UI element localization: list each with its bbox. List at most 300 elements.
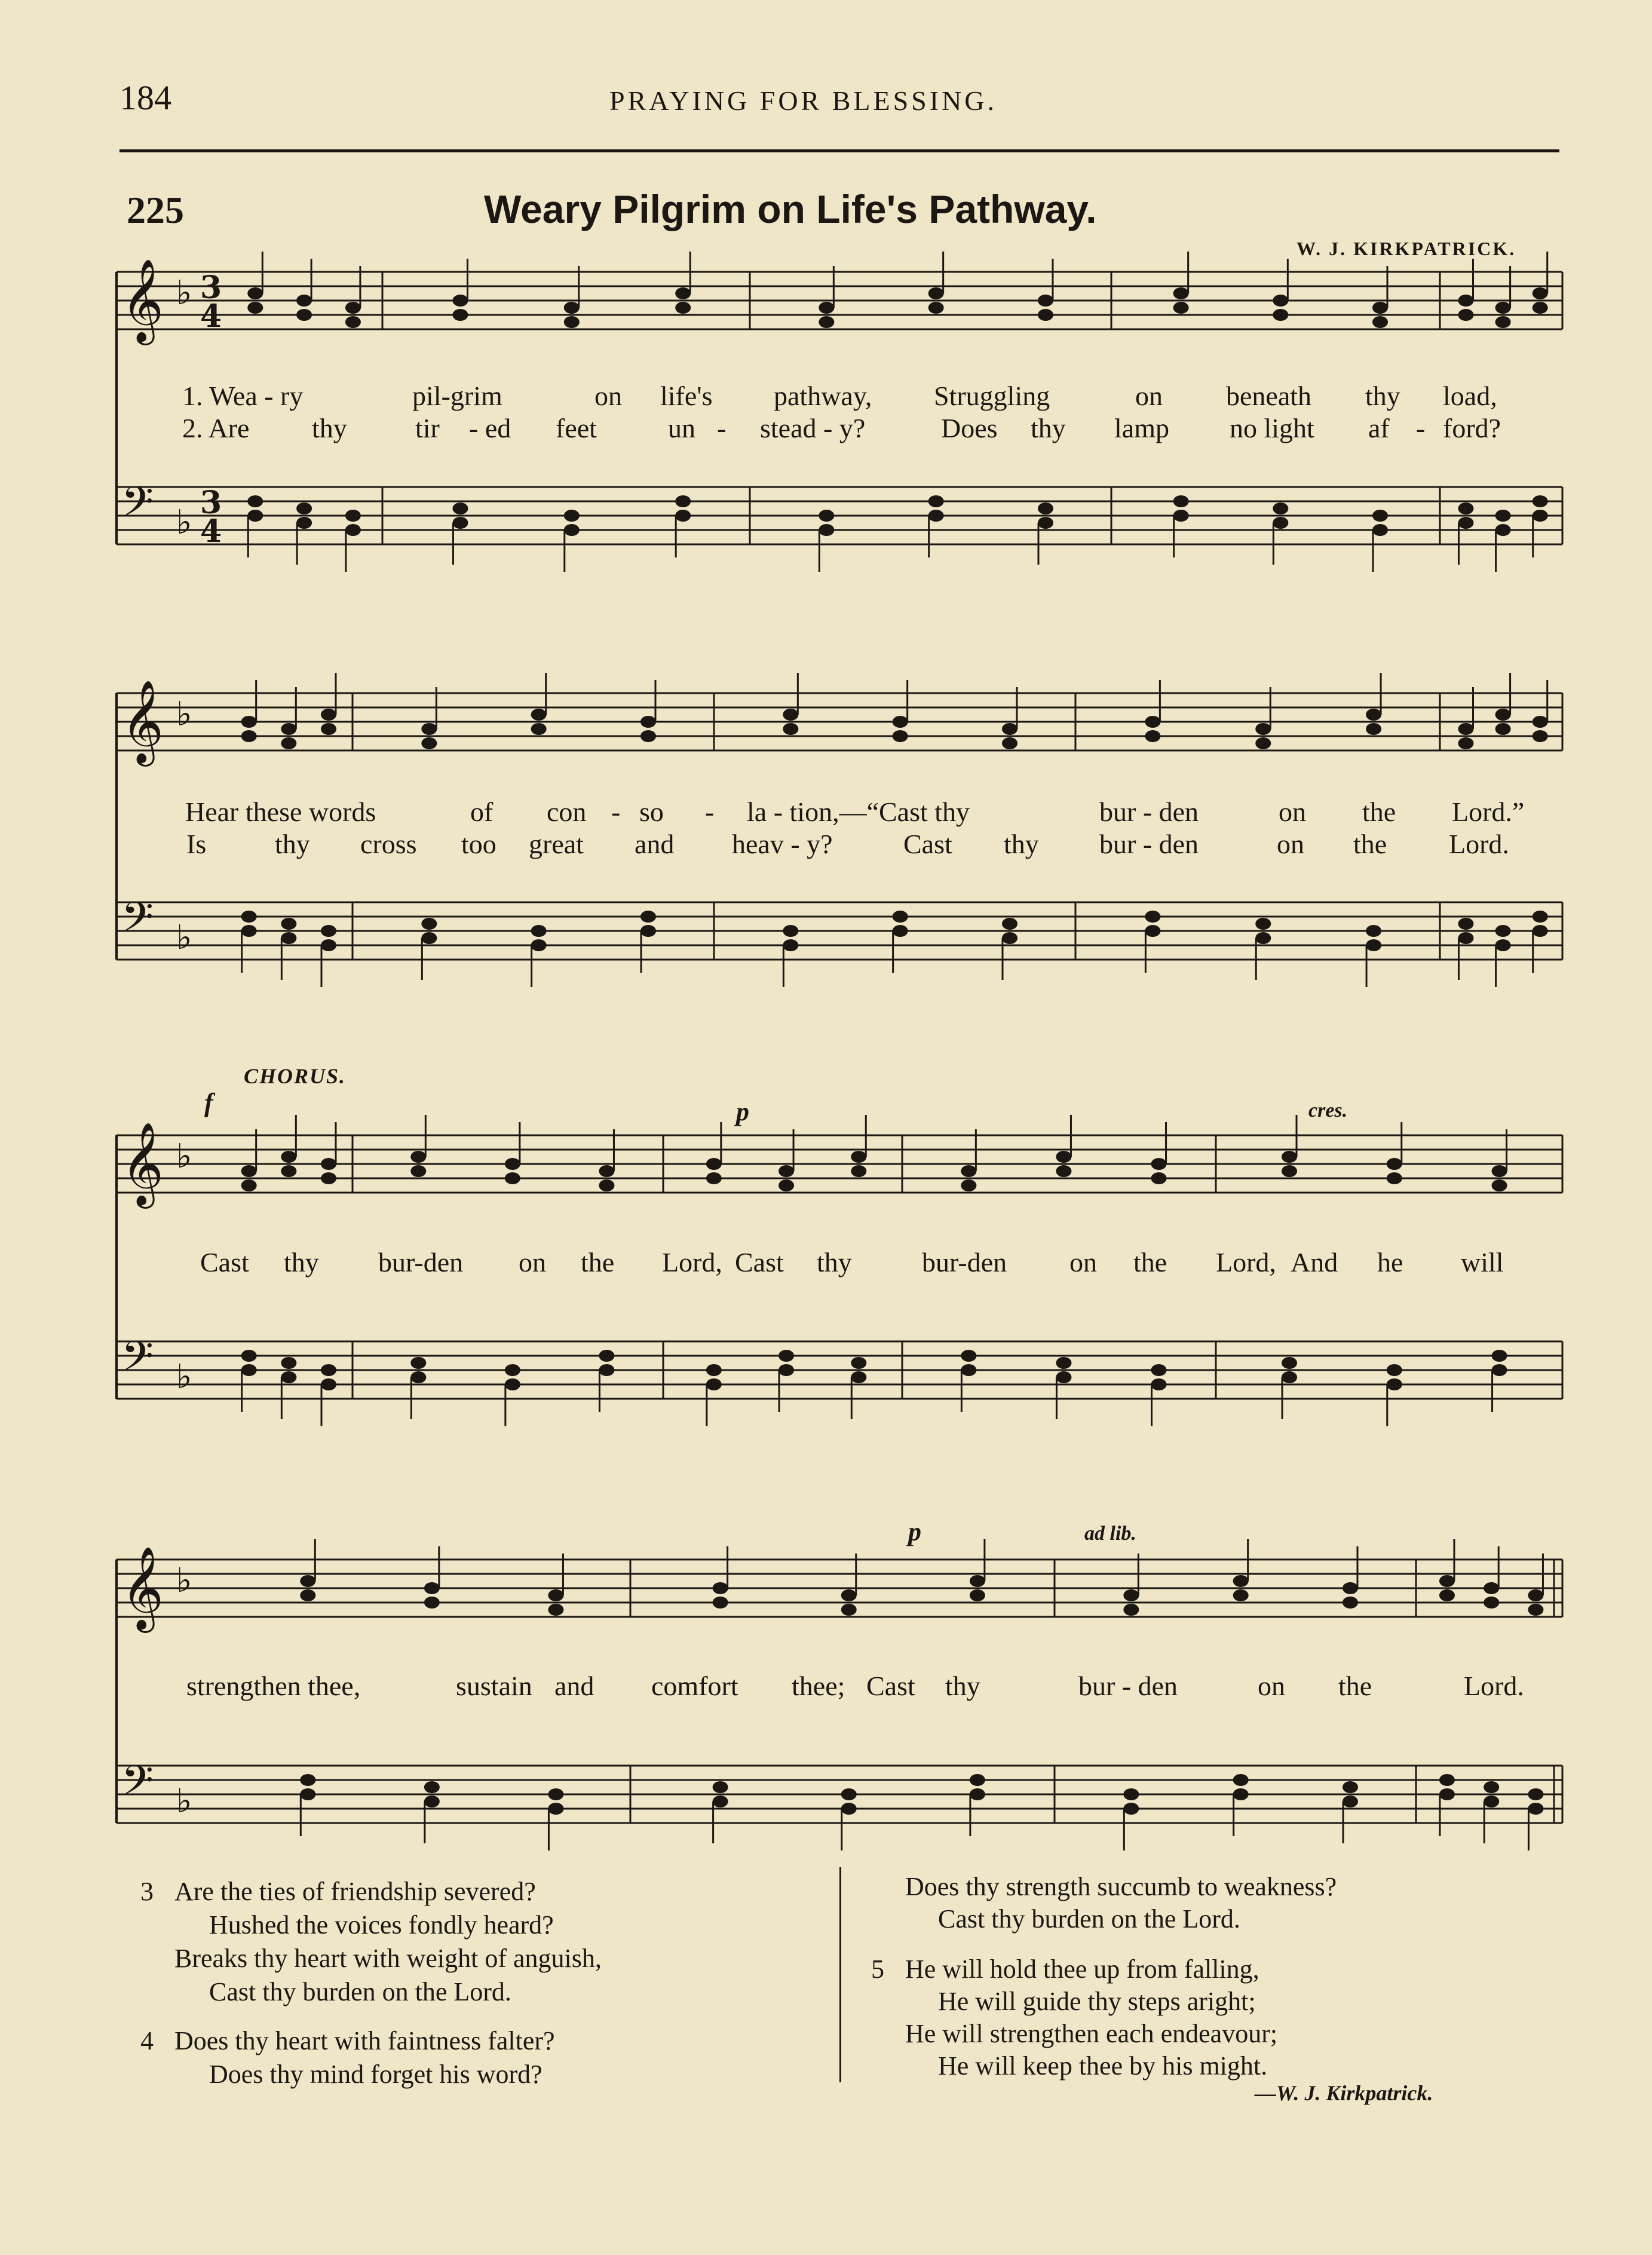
notehead: [675, 302, 691, 314]
notehead: [247, 302, 263, 314]
notehead: [247, 510, 263, 522]
bass-clef-icon: 𝄢: [121, 893, 154, 951]
notehead: [1233, 1589, 1249, 1601]
chorus-label: CHORUS.: [244, 1064, 347, 1088]
notehead: [1343, 1582, 1358, 1594]
notehead: [241, 716, 257, 728]
notehead: [970, 1774, 985, 1786]
notehead: [1233, 1788, 1249, 1800]
lyric-syllable: the: [1353, 829, 1387, 859]
flat-key-signature-icon: ♭: [176, 274, 192, 312]
notehead: [1533, 302, 1548, 314]
notehead: [1145, 716, 1160, 728]
additional-verses: [0, 1864, 1652, 2115]
notehead: [783, 925, 798, 937]
notehead: [1458, 932, 1473, 944]
notehead: [531, 709, 547, 721]
notehead: [706, 1364, 722, 1376]
lyric-syllable: on: [1279, 796, 1306, 827]
lyric-syllable: pil-grim: [412, 381, 502, 411]
lyricist-credit: —W. J. Kirkpatrick.: [1255, 2081, 1433, 2105]
notehead: [706, 1158, 722, 1170]
notehead: [321, 925, 336, 937]
lyric-syllable: thee;: [792, 1671, 845, 1701]
notehead: [640, 730, 656, 742]
notehead: [1458, 918, 1473, 930]
notehead: [928, 495, 944, 507]
notehead: [1255, 723, 1271, 735]
time-signature-denominator: 4: [200, 513, 222, 550]
notehead: [1372, 316, 1388, 328]
lyric-syllable: un: [668, 413, 695, 443]
notehead: [1002, 918, 1017, 930]
notehead: [1439, 1788, 1455, 1800]
notehead: [345, 510, 361, 522]
notehead: [1458, 295, 1473, 307]
flat-key-signature-icon: ♭: [176, 503, 192, 542]
notehead: [1255, 737, 1271, 749]
notehead: [1173, 495, 1189, 507]
notehead: [452, 309, 468, 321]
notehead: [531, 939, 547, 951]
flat-key-signature-icon: ♭: [176, 695, 192, 734]
notehead: [928, 510, 944, 522]
notehead: [1439, 1575, 1455, 1587]
section-title: PRAYING FOR BLESSING.: [609, 85, 998, 116]
notehead: [281, 918, 296, 930]
page-number: 184: [119, 78, 171, 117]
notehead: [1273, 517, 1288, 529]
notehead: [410, 1357, 426, 1369]
notehead: [1002, 723, 1017, 735]
notehead: [1366, 723, 1381, 735]
notehead: [1343, 1781, 1358, 1793]
hymn-title: Weary Pilgrim on Life's Pathway.: [484, 187, 1097, 231]
notehead: [281, 1357, 296, 1369]
notehead: [1372, 510, 1388, 522]
notehead: [505, 1378, 520, 1390]
notehead: [1492, 1179, 1507, 1191]
lyric-syllable: on: [519, 1247, 546, 1277]
notehead: [961, 1364, 976, 1376]
flat-key-signature-icon: ♭: [176, 1358, 192, 1396]
lyric-syllable: feet: [556, 413, 597, 443]
lyric-syllable: bur - den: [1099, 829, 1199, 859]
lyric-syllable: thy: [817, 1247, 852, 1277]
notehead: [713, 1781, 728, 1793]
lyric-syllable: on: [594, 381, 622, 411]
notehead: [1533, 495, 1548, 507]
lyric-syllable: he: [1377, 1247, 1403, 1277]
lyric-syllable: on: [1069, 1247, 1097, 1277]
lyric-syllable: Lord.: [1449, 829, 1509, 859]
lyric-syllable: tir: [415, 413, 440, 443]
notehead: [410, 1165, 426, 1177]
lyric-syllable: on: [1258, 1671, 1285, 1701]
verse-line: Hushed the voices fondly heard?: [209, 1910, 554, 1940]
notehead: [1458, 723, 1473, 735]
system1-verse1-lyrics: [119, 380, 1565, 416]
notehead: [599, 1350, 614, 1362]
notehead: [893, 925, 908, 937]
lyric-syllable: -: [717, 413, 727, 443]
lyric-syllable: and: [554, 1671, 594, 1701]
notehead: [1458, 503, 1473, 514]
lyric-syllable: 1. Wea - ry: [182, 381, 304, 411]
lyric-syllable: con: [547, 796, 587, 827]
notehead: [713, 1597, 728, 1608]
time-signature-denominator: 4: [200, 298, 222, 335]
notehead: [1255, 918, 1271, 930]
notehead: [321, 1158, 336, 1170]
lyric-syllable: bur - den: [1078, 1671, 1178, 1701]
lyric-syllable: -: [611, 796, 621, 827]
notehead: [1492, 1350, 1507, 1362]
notehead: [1533, 730, 1548, 742]
system1-verse2-lyrics: [119, 412, 1565, 448]
notehead: [1372, 524, 1388, 536]
notehead: [548, 1803, 563, 1815]
notehead: [851, 1371, 866, 1383]
notehead: [1495, 925, 1511, 937]
lyric-syllable: thy: [284, 1247, 319, 1277]
flat-key-signature-icon: ♭: [176, 1782, 192, 1821]
treble-clef-icon: 𝄞: [121, 1122, 164, 1205]
notehead: [452, 517, 468, 529]
notehead: [1038, 503, 1053, 514]
flat-key-signature-icon: ♭: [176, 918, 192, 957]
notehead: [1484, 1597, 1499, 1608]
notehead: [783, 723, 798, 735]
lyric-syllable: And: [1291, 1247, 1338, 1277]
lyric-syllable: Cast: [903, 829, 952, 859]
score-layer: [117, 252, 1562, 1850]
lyric-syllable: Lord.: [1464, 1671, 1524, 1701]
notehead: [1056, 1371, 1071, 1383]
notehead: [564, 302, 580, 314]
notehead: [321, 723, 336, 735]
notehead: [424, 1597, 440, 1608]
notehead: [779, 1350, 794, 1362]
notehead: [281, 737, 296, 749]
notehead: [841, 1803, 857, 1815]
notehead: [1439, 1774, 1455, 1786]
lyric-syllable: Cast: [735, 1247, 784, 1277]
verse-line: Are the ties of friendship severed?: [174, 1877, 536, 1906]
lyric-syllable: bur - den: [1099, 796, 1199, 827]
notehead: [706, 1378, 722, 1390]
notehead: [1173, 302, 1189, 314]
notehead: [1282, 1151, 1297, 1163]
notehead: [1366, 925, 1381, 937]
notehead: [1372, 302, 1388, 314]
lyric-syllable: great: [529, 829, 584, 859]
notehead: [779, 1165, 794, 1177]
notehead: [675, 287, 691, 299]
lyric-syllable: no light: [1230, 413, 1314, 443]
notehead: [1495, 510, 1511, 522]
notehead: [1343, 1597, 1358, 1608]
notehead: [706, 1172, 722, 1184]
notehead: [241, 730, 257, 742]
notehead: [1495, 302, 1511, 314]
notehead: [424, 1781, 440, 1793]
time-signature-numerator: 3: [200, 269, 222, 306]
lyric-syllable: bur-den: [378, 1247, 464, 1277]
notehead: [970, 1589, 985, 1601]
lyric-syllable: Lord,: [1216, 1247, 1276, 1277]
notehead: [247, 287, 263, 299]
lyric-syllable: heav - y?: [732, 829, 833, 859]
notehead: [841, 1589, 857, 1601]
notehead: [819, 510, 834, 522]
lyric-syllable: life's: [660, 381, 713, 411]
notehead: [241, 1364, 257, 1376]
lyric-syllable: pathway,: [774, 381, 872, 411]
lyric-syllable: ford?: [1443, 413, 1501, 443]
notehead: [281, 1165, 296, 1177]
verse-line: He will keep thee by his might.: [938, 2051, 1268, 2081]
notehead: [421, 918, 437, 930]
lyric-syllable: on: [1277, 829, 1304, 859]
notehead: [300, 1575, 315, 1587]
lyric-syllable: stead - y?: [760, 413, 866, 443]
lyric-syllable: bur-den: [922, 1247, 1007, 1277]
notehead: [421, 932, 437, 944]
notehead: [321, 939, 336, 951]
notehead: [1528, 1788, 1543, 1800]
lyric-syllable: the: [1133, 1247, 1167, 1277]
lyric-syllable: thy: [312, 413, 347, 443]
notehead: [1038, 295, 1053, 307]
notehead: [841, 1604, 857, 1616]
verse-line: He will strengthen each endeavour;: [905, 2019, 1278, 2048]
lyric-syllable: - ed: [469, 413, 511, 443]
notehead: [241, 1350, 257, 1362]
lyric-syllable: Does: [941, 413, 998, 443]
notehead: [713, 1582, 728, 1594]
lyric-syllable: Lord.”: [1452, 796, 1525, 827]
notehead: [1458, 737, 1473, 749]
notehead: [961, 1165, 976, 1177]
notehead: [421, 737, 437, 749]
notehead: [247, 495, 263, 507]
lyric-syllable: thy: [945, 1671, 980, 1701]
notehead: [893, 730, 908, 742]
notehead: [1123, 1803, 1139, 1815]
notehead: [1484, 1796, 1499, 1807]
notehead: [1458, 517, 1473, 529]
notehead: [893, 716, 908, 728]
lyric-syllable: thy: [275, 829, 310, 859]
notehead: [1492, 1165, 1507, 1177]
lyric-syllable: la - tion,—“Cast thy: [747, 796, 970, 827]
chorus-lyrics-line2: [119, 1670, 1565, 1706]
notehead: [505, 1364, 520, 1376]
notehead: [675, 510, 691, 522]
notehead: [1495, 316, 1511, 328]
notehead: [1002, 932, 1017, 944]
flat-key-signature-icon: ♭: [176, 1561, 192, 1600]
piano-marking-2: p: [908, 1517, 921, 1546]
notehead: [1533, 716, 1548, 728]
lyric-syllable: 2. Are: [182, 413, 250, 443]
verse-line: He will hold thee up from falling,: [905, 1954, 1259, 1984]
notehead: [970, 1788, 985, 1800]
lyric-syllable: -: [705, 796, 715, 827]
notehead: [548, 1788, 563, 1800]
lyric-syllable: Hear these words: [185, 796, 376, 827]
ad-lib-marking: ad lib.: [1084, 1522, 1136, 1545]
notehead: [1387, 1364, 1402, 1376]
notehead: [321, 709, 336, 721]
verse-line: Cast thy burden on the Lord.: [938, 1904, 1240, 1934]
notehead: [851, 1151, 866, 1163]
verse-number: 3: [140, 1877, 154, 1906]
notehead: [1173, 287, 1189, 299]
notehead: [1056, 1357, 1071, 1369]
notehead: [296, 503, 312, 514]
notehead: [1173, 510, 1189, 522]
notehead: [1366, 939, 1381, 951]
notehead: [564, 510, 580, 522]
verse-line: Does thy mind forget his word?: [209, 2060, 543, 2089]
hymn-number: 225: [127, 189, 184, 231]
notehead: [1533, 925, 1548, 937]
notehead: [1123, 1589, 1139, 1601]
notehead: [345, 302, 361, 314]
lyric-syllable: strengthen thee,: [186, 1671, 361, 1701]
system2-verse1-lyrics: [119, 796, 1565, 832]
notehead: [410, 1371, 426, 1383]
notehead: [783, 939, 798, 951]
notehead: [1145, 925, 1160, 937]
composer-credit: W. J. KIRKPATRICK.: [1297, 238, 1516, 259]
notehead: [281, 723, 296, 735]
notehead: [296, 309, 312, 321]
lyric-syllable: af: [1368, 413, 1390, 443]
notehead: [1282, 1357, 1297, 1369]
notehead: [819, 316, 834, 328]
notehead: [1458, 309, 1473, 321]
notehead: [505, 1172, 520, 1184]
lyric-syllable: thy: [1004, 829, 1039, 859]
notehead: [548, 1604, 563, 1616]
notehead: [928, 287, 944, 299]
lyric-syllable: Cast: [200, 1247, 249, 1277]
notehead: [1533, 911, 1548, 923]
notehead: [531, 925, 547, 937]
notehead: [1495, 939, 1511, 951]
notehead: [564, 524, 580, 536]
notehead: [599, 1165, 614, 1177]
notehead: [1002, 737, 1017, 749]
notehead: [300, 1774, 315, 1786]
notehead: [851, 1357, 866, 1369]
time-signature-numerator: 3: [200, 485, 222, 521]
notehead: [1528, 1803, 1543, 1815]
notehead: [1439, 1589, 1455, 1601]
notehead: [1145, 911, 1160, 923]
lyric-syllable: thy: [1031, 413, 1066, 443]
notehead: [452, 503, 468, 514]
notehead: [1273, 503, 1288, 514]
notehead: [296, 295, 312, 307]
notehead: [531, 723, 547, 735]
notehead: [819, 524, 834, 536]
notehead: [1038, 309, 1053, 321]
notehead: [779, 1364, 794, 1376]
system2-verse2-lyrics: [119, 828, 1565, 864]
notehead: [1495, 524, 1511, 536]
notehead: [1151, 1158, 1167, 1170]
notehead: [1387, 1158, 1402, 1170]
lyric-syllable: cross: [360, 829, 417, 859]
lyric-syllable: so: [639, 796, 664, 827]
notehead: [410, 1151, 426, 1163]
treble-clef-icon: 𝄞: [121, 259, 164, 342]
notehead: [1233, 1575, 1249, 1587]
notehead: [1151, 1172, 1167, 1184]
piano-marking: p: [736, 1097, 749, 1126]
lyric-syllable: -: [1416, 413, 1426, 443]
notehead: [1273, 309, 1288, 321]
lyric-syllable: and: [635, 829, 675, 859]
lyric-syllable: on: [1135, 381, 1163, 411]
notehead: [296, 517, 312, 529]
lyric-syllable: thy: [1365, 381, 1400, 411]
notehead: [961, 1350, 976, 1362]
verse-line: Does thy heart with faintness falter?: [174, 2026, 555, 2055]
bass-clef-icon: 𝄢: [121, 1332, 154, 1390]
verse-line: Cast thy burden on the Lord.: [209, 1977, 511, 2006]
lyric-syllable: will: [1461, 1247, 1504, 1277]
notehead: [1123, 1788, 1139, 1800]
notehead: [321, 1364, 336, 1376]
lyric-syllable: load,: [1443, 381, 1497, 411]
bass-clef-icon: 𝄢: [121, 1756, 154, 1815]
notehead: [893, 911, 908, 923]
notehead: [564, 316, 580, 328]
notehead: [1484, 1582, 1499, 1594]
lyric-syllable: the: [1362, 796, 1396, 827]
treble-clef-icon: 𝄞: [121, 680, 164, 763]
notehead: [599, 1179, 614, 1191]
notehead: [851, 1165, 866, 1177]
notehead: [1233, 1774, 1249, 1786]
notehead: [1282, 1165, 1297, 1177]
verse-line: He will guide thy steps aright;: [938, 1987, 1256, 2016]
notehead: [1123, 1604, 1139, 1616]
flat-key-signature-icon: ♭: [176, 1137, 192, 1176]
notehead: [1282, 1371, 1297, 1383]
notehead: [1056, 1165, 1071, 1177]
notehead: [640, 911, 656, 923]
notehead: [1145, 730, 1160, 742]
notehead: [281, 1371, 296, 1383]
notehead: [599, 1364, 614, 1376]
notehead: [713, 1796, 728, 1807]
notehead: [1151, 1364, 1167, 1376]
chorus-lyrics-line1: [119, 1246, 1565, 1282]
notehead: [970, 1575, 985, 1587]
lyric-syllable: too: [461, 829, 496, 859]
notehead: [1495, 709, 1511, 721]
notehead: [1492, 1364, 1507, 1376]
notehead: [1533, 510, 1548, 522]
treble-clef-icon: 𝄞: [121, 1546, 164, 1629]
notehead: [300, 1788, 315, 1800]
